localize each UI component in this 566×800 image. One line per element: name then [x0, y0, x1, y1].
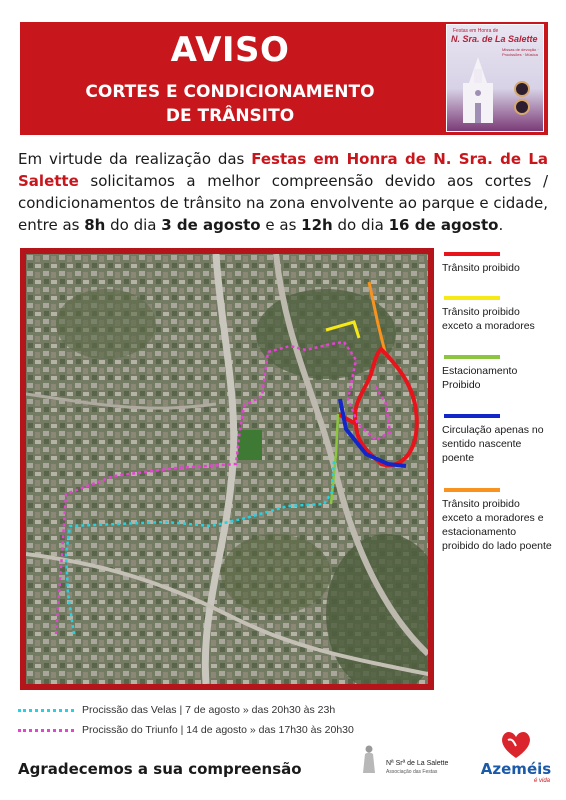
- statue-icon: [360, 744, 378, 774]
- association-subtitle: Associação das Festas: [386, 769, 438, 775]
- procession-name: Procissão do Triunfo: [82, 724, 178, 736]
- processions-legend: [18, 700, 438, 740]
- legend-label: Trânsito proibido: [442, 262, 520, 274]
- procession-line-magenta: [18, 729, 74, 732]
- map-frame: [20, 248, 434, 690]
- brand-tagline: é vida: [533, 778, 550, 784]
- separator: |: [177, 724, 187, 736]
- association-logo: [386, 760, 448, 776]
- procession-line-cyan: [18, 709, 74, 712]
- start-date: 3 de agosto: [161, 216, 261, 234]
- start-hour: 8h: [84, 216, 106, 234]
- legend-swatch-orange: [444, 488, 500, 492]
- page-title: AVISO: [170, 30, 290, 70]
- intro-text-5: do dia: [332, 216, 389, 234]
- festival-poster-image: [446, 24, 544, 132]
- procession-row-triumph: [18, 720, 438, 740]
- legend-label: Trânsito proibido exceto a moradores e estacionamento proibido do lado poente: [442, 498, 552, 552]
- procession-name: Procissão das Velas: [82, 704, 177, 716]
- legend-swatch-yellow: [444, 296, 500, 300]
- procession-when: 7 de agosto » das 20h30 às 23h: [185, 704, 336, 716]
- intro-paragraph: [18, 148, 548, 236]
- legend-swatch-green: [444, 355, 500, 359]
- page-subtitle-line2: DE TRÂNSITO: [165, 106, 295, 126]
- event-name: Festas em Honra de N. Sra. de La Salette: [18, 150, 548, 190]
- intro-text-2: solicitamos a melhor compreensão devido aos cortes / condicionamentos de trânsito na zona envolvente ao parque e cidade, entre as: [18, 172, 548, 234]
- legend-item-blue: [442, 414, 552, 465]
- legend-label: Circulação apenas no sentido nascente poente: [442, 424, 544, 464]
- procession-when: 14 de agosto » das 17h30 às 20h30: [186, 724, 354, 736]
- page-subtitle-line1: CORTES E CONDICIONAMENTO: [85, 82, 375, 102]
- legend-swatch-red: [444, 252, 500, 256]
- poster-small-text: Festas em Honra de: [453, 28, 499, 34]
- legend-item-red: [442, 252, 552, 275]
- intro-text-1: Em virtude da realização das: [18, 150, 252, 168]
- brand-name: Azeméis: [480, 760, 552, 778]
- poster-portraits: [507, 79, 537, 123]
- end-hour: 12h: [301, 216, 333, 234]
- intro-text-3: do dia: [105, 216, 162, 234]
- sports-field: [238, 430, 262, 460]
- heart-logo-icon: [498, 728, 534, 760]
- intro-text-4: e as: [260, 216, 302, 234]
- legend-item-orange: [442, 488, 552, 553]
- map-svg: [26, 254, 428, 684]
- poster-detail: Missas de devoção · Procissões · Música: [502, 47, 539, 57]
- poster-title: N. Sra. de La Salette: [451, 34, 538, 44]
- legend-item-green: [442, 355, 552, 392]
- legend-label: Estacionamento Proibido: [442, 365, 518, 391]
- legend-item-yellow: [442, 296, 552, 333]
- procession-row-candles: [18, 700, 438, 720]
- intro-text-6: .: [498, 216, 504, 234]
- azemeis-logo: [476, 728, 556, 788]
- aerial-map: [26, 254, 428, 684]
- separator: |: [176, 704, 186, 716]
- legend-swatch-blue: [444, 414, 500, 418]
- end-date: 16 de agosto: [388, 216, 499, 234]
- thanks-message: Agradecemos a sua compreensão: [18, 760, 302, 778]
- legend-label: Trânsito proibido exceto a moradores: [442, 306, 535, 332]
- association-name: Nª Srª de La Salette: [386, 760, 449, 767]
- church-icon: [457, 55, 499, 125]
